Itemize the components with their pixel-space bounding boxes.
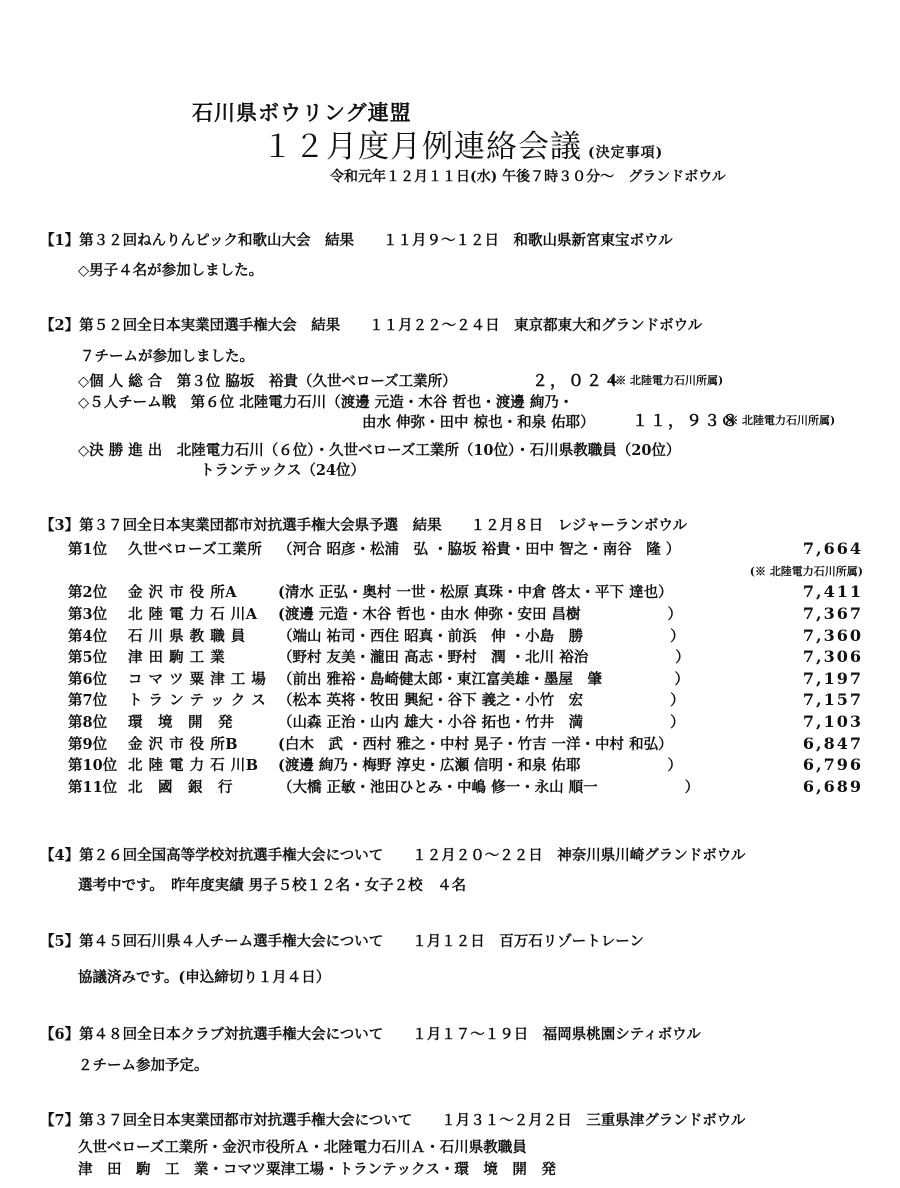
team-result: ◇５人チーム戦 第６位 北陸電力石川（渡邊 元造・木谷 哲也・渡邊 絢乃・ (78, 394, 574, 411)
page-title-text: １２月度月例連絡会議 (262, 129, 582, 165)
table-row (68, 732, 863, 754)
team-score: 6,847 (802, 733, 863, 753)
individual-result: ◇個 人 総 合 第３位 脇坂 裕貴（久世ベローズ工業所） (78, 373, 457, 390)
team-members: （河合 昭彦・松浦 弘 ・脇坂 裕貴・田中 智之・南谷 隆 ） (278, 541, 681, 559)
team-score: 7,411 (802, 582, 863, 602)
individual-note: (※ 北陸電力石川所属) (610, 374, 724, 387)
rank: 第7位 (68, 692, 108, 710)
results-table (68, 538, 863, 797)
rank: 第6位 (68, 670, 108, 688)
team-name: 金 沢 市 役 所B (128, 735, 238, 753)
team-score: 7,103 (802, 712, 863, 732)
org-name: 石川県ボウリング連盟 (192, 100, 412, 125)
team-name: 北 陸 電 力 石 川B (128, 757, 259, 775)
table-row (68, 711, 863, 733)
table-row (68, 560, 863, 582)
team-name: 久世ベローズ工業所 (128, 541, 263, 559)
team-name: 石 川 県 教 職 員 (128, 627, 246, 645)
table-row (68, 603, 863, 625)
table-row (68, 754, 863, 776)
rank: 第4位 (68, 627, 108, 645)
table-row (68, 776, 863, 798)
team-members: （大橋 正敏・池田ひとみ・中嶋 修一・永山 順一 ） (278, 778, 700, 796)
section-1-heading: 【1】第３２回ねんりんピック和歌山大会 結果 １１月９～１２日 和歌山県新宮東宝ボウル (40, 232, 673, 249)
section-1-line: ◇男子４名が参加しました。 (78, 262, 264, 279)
finalists-line2: トランテックス（24位） (200, 462, 366, 479)
page-subtitle: (決定事項) (588, 145, 664, 161)
team-members: （松本 英将・牧田 興紀・谷下 義之・小竹 宏 ） (278, 692, 685, 710)
team-score: 7,367 (802, 604, 863, 624)
page-title (262, 121, 663, 166)
section-6-line: ２チーム参加予定。 (78, 1057, 209, 1074)
team-name: 北 國 銀 行 (128, 778, 233, 796)
affiliation-note: (※ 北陸電力石川所属) (749, 564, 863, 578)
team-score: 7,664 (802, 539, 863, 559)
team-name: 環 境 開 発 (128, 714, 233, 732)
section-5-heading: 【5】第４５回石川県４人チーム選手権大会について １月１２日 百万石リゾートレーン (40, 933, 645, 950)
meeting-meta: 令和元年１２月１１日(水) 午後７時３０分～ グランドボウル (330, 169, 726, 185)
team-members: (清水 正弘・奥村 一世・松原 真珠・中倉 啓太・平下 達也） (278, 584, 673, 602)
section-7-line: 久世ベローズ工業所・金沢市役所Ａ・北陸電力石川Ａ・石川県教職員 (78, 1139, 527, 1156)
team-score: 6,796 (802, 755, 863, 775)
section-4-heading: 【4】第２６回全国高等学校対抗選手権大会について １２月２０～２２日 神奈川県川崎グランドボウル (40, 847, 746, 864)
table-row (68, 581, 863, 603)
team-note: (※ 北陸電力石川所属) (722, 414, 836, 427)
rank: 第2位 (68, 584, 108, 602)
rank: 第1位 (68, 541, 108, 559)
team-members: （野村 友美・瀧田 高志・野村 潤 ・北川 裕治 ） (278, 649, 690, 667)
team-score: １１，９３８ (632, 411, 741, 430)
section-5-line: 協議済みです。(申込締切り１月４日） (78, 969, 331, 986)
table-row (68, 668, 863, 690)
section-4-line: 選考中です。 昨年度実績 男子５校１２名・女子２校 ４名 (78, 877, 467, 894)
team-name: コ マ ツ 粟 津 工 場 (128, 670, 267, 688)
section-6-heading: 【6】第４８回全日本クラブ対抗選手権大会について １月１７～１９日 福岡県桃園シティボウル (40, 1026, 701, 1043)
table-row (68, 538, 863, 560)
table-row (68, 689, 863, 711)
finalists: ◇決 勝 進 出 北陸電力石川（６位）・久世ベローズ工業所（10位）・石川県教職員（20位） (78, 442, 681, 459)
rank: 第3位 (68, 606, 108, 624)
team-members: （前出 雅裕・島崎健太郎・東江富美雄・墨屋 肇 ） (278, 670, 690, 688)
team-name: 北 陸 電 力 石 川A (128, 606, 258, 624)
team-result-line2: 由水 伸弥・田中 椋也・和泉 佑耶） (362, 414, 595, 431)
team-name: 金 沢 市 役 所A (128, 584, 237, 602)
table-row (68, 624, 863, 646)
team-score: 7,197 (802, 668, 863, 688)
team-members: （端山 祐司・西住 昭真・前浜 伸 ・小島 勝 ） (278, 627, 685, 645)
rank: 第11位 (68, 778, 118, 796)
section-3-heading: 【3】第３７回全日本実業団都市対抗選手権大会県予選 結果 １２月８日 レジャーランボウル (40, 517, 687, 534)
rank: 第10位 (68, 757, 118, 775)
team-score: 6,689 (802, 776, 863, 796)
team-members: （山森 正治・山内 雄大・小谷 拓也・竹井 満 ） (278, 714, 685, 732)
team-name: ト ラ ン テ ッ ク ス (128, 692, 267, 710)
team-name: 津 田 駒 工 業 (128, 649, 226, 667)
section-7-heading: 【7】第３７回全日本実業団都市対抗選手権大会について １月３１～２月２日 三重県津グランドボウル (40, 1112, 746, 1129)
team-members: (白木 武 ・西村 雅之・中村 晃子・竹吉 一洋・中村 和弘） (278, 735, 673, 753)
section-7-line2: 津 田 駒 工 業・コマツ粟津工場・トランテックス・環 境 開 発 (78, 1161, 556, 1178)
individual-score: ２，０２４ (532, 371, 623, 390)
team-members: (渡邊 元造・木谷 哲也・由水 伸弥・安田 昌樹 ） (278, 606, 683, 624)
team-members: (渡邊 絢乃・梅野 淳史・広瀬 信明・和泉 佑耶 ） (278, 757, 683, 775)
rank: 第8位 (68, 714, 108, 732)
team-score: 7,360 (802, 625, 863, 645)
team-score: 7,157 (802, 690, 863, 710)
section-2-heading: 【2】第５２回全日本実業団選手権大会 結果 １１月２２～２４日 東京都東大和グランドボウル (40, 317, 703, 334)
team-score: 7,306 (802, 647, 863, 667)
section-2-line: ７チームが参加しました。 (80, 348, 254, 365)
rank: 第5位 (68, 649, 108, 667)
rank: 第9位 (68, 735, 108, 753)
table-row (68, 646, 863, 668)
